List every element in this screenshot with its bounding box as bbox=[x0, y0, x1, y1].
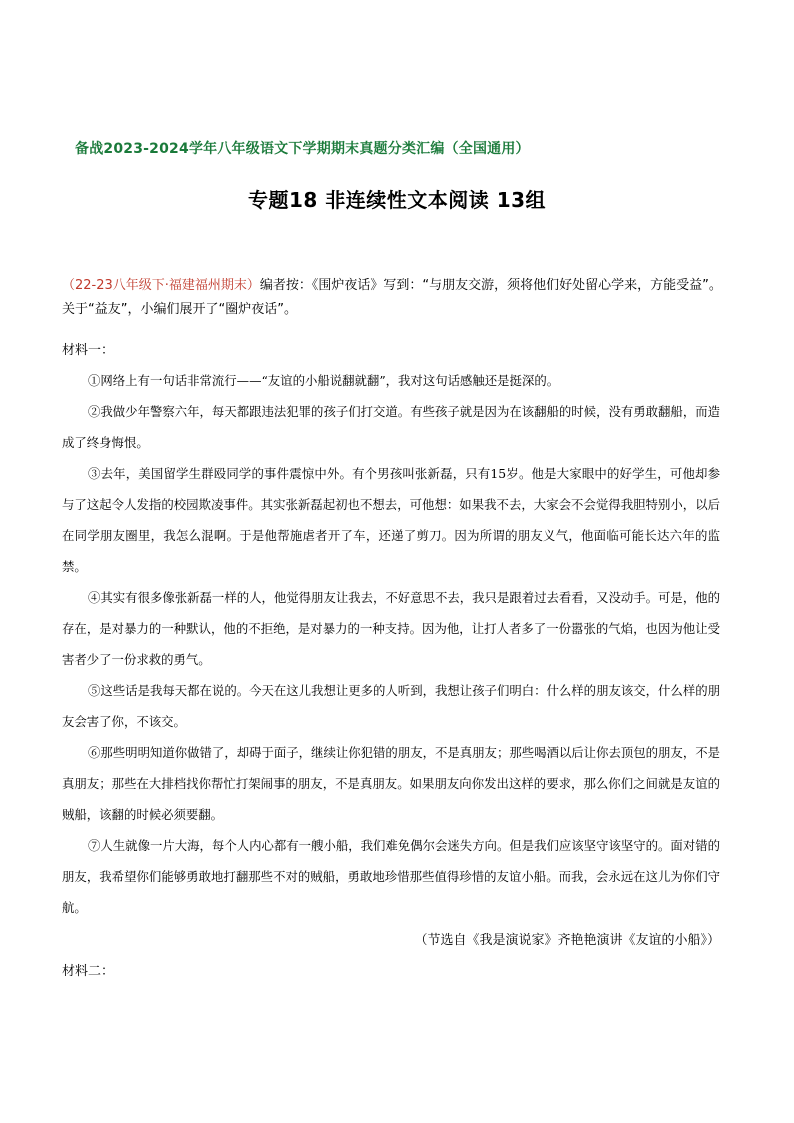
paragraph-7: ⑦人生就像一片大海，每个人内心都有一艘小船，我们难免偶尔会迷失方向。但是我们应该坚守该坚守的。面对错的朋友，我希望你们能够勇敢地打翻那些不对的贼船，勇敢地珍惜那些值得珍惜的友谊小船。而我，会永远在这儿为你们守航。 bbox=[62, 838, 720, 915]
material-one-citation: （节选自《我是演说家》齐艳艳演讲《友谊的小船》） bbox=[414, 933, 720, 948]
editor-note-text: 编者按：《围炉夜话》写到：“与朋友交游，须将他们好处留心学来，方能受益”。关于“益友”，小编们展开了“圈炉夜话”。 bbox=[62, 278, 722, 317]
material-two-label: 材料二： bbox=[62, 964, 115, 979]
paragraph-2: ②我做少年警察六年，每天都跟违法犯罪的孩子们打交道。有些孩子就是因为在该翻船的时候，没有勇敢翻船，而造成了终身悔恨。 bbox=[62, 404, 720, 450]
paragraph-3: ③去年，美国留学生群殴同学的事件震惊中外。有个男孩叫张新磊，只有15岁。他是大家眼中的好学生，可他却参与了这起令人发指的校园欺凌事件。其实张新磊起初也不想去，可他想：如果我不去，大家会不会觉得我胆特别小，以后在同学朋友圈里，我怎么混啊。于是他帮施虐者开了车，还递了剪刀。因为所谓的朋友义气，他面临可能长达六年的监禁。 bbox=[62, 466, 720, 574]
paragraph-5: ⑤这些话是我每天都在说的。今天在这儿我想让更多的人听到，我想让孩子们明白：什么样的朋友该交，什么样的朋友会害了你，不该交。 bbox=[62, 683, 720, 729]
exam-source-tag: （22-23八年级下·福建福州期末） bbox=[62, 278, 260, 293]
editor-note bbox=[62, 274, 732, 322]
series-heading: 备战2023-2024学年八年级语文下学期期末真题分类汇编（全国通用） bbox=[75, 141, 530, 157]
paragraph-6: ⑥那些明明知道你做错了，却碍于面子，继续让你犯错的朋友，不是真朋友；那些喝酒以后让你去顶包的朋友，不是真朋友；那些在大排档找你帮忙打架闹事的朋友，不是真朋友。如果朋友向你发出这样的要求，那么你们之间就是友谊的贼船，该翻的时候必须要翻。 bbox=[62, 745, 720, 822]
material-one-body bbox=[62, 365, 720, 923]
paragraph-4: ④其实有很多像张新磊一样的人，他觉得朋友让我去，不好意思不去，我只是跟着过去看看，又没动手。可是，他的存在，是对暴力的一种默认，他的不拒绝，是对暴力的一种支持。因为他，让打人者多了一份嚣张的气焰，也因为他让受害者少了一份求救的勇气。 bbox=[62, 590, 720, 667]
material-one-label: 材料一： bbox=[62, 343, 115, 358]
page-title: 专题18 非连续性文本阅读 13组 bbox=[247, 188, 547, 212]
paragraph-1: ①网络上有一句话非常流行——“友谊的小船说翻就翻”，我对这句话感触还是挺深的。 bbox=[88, 373, 560, 388]
